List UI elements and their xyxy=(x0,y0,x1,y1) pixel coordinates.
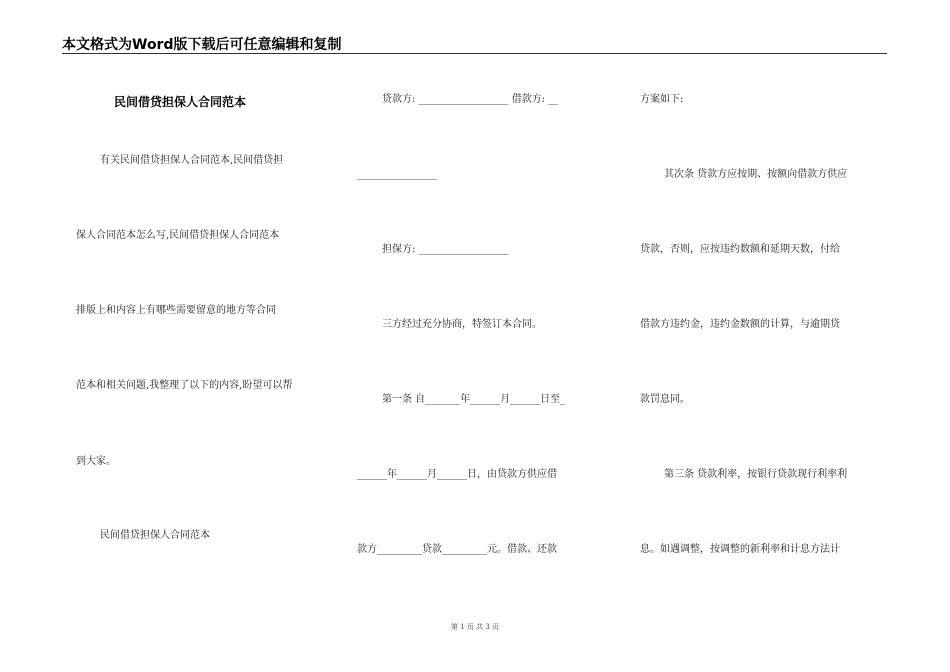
document-title: 民间借贷担保人合同范本 xyxy=(114,95,247,109)
col2-line-3: 担保方: __________________ xyxy=(382,244,509,255)
col3-line-1: 方案如下: xyxy=(640,94,684,105)
col3-line-6: 第三条 贷款利率，按银行贷款现行利率利 xyxy=(664,469,848,480)
col3-line-5: 款罚息同。 xyxy=(640,394,690,405)
col2-line-6: ______年______月______日，由贷款方供应借 xyxy=(357,469,557,480)
col3-line-2: 其次条 贷款方应按期、按额向借款方供应 xyxy=(664,169,848,180)
col1-line-1: 有关民间借贷担保人合同范本,民间借贷担 xyxy=(100,155,284,166)
col3-line-7: 息。如遇调整，按调整的新利率和计息方法计 xyxy=(640,544,840,555)
col1-line-3: 排版上和内容上有哪些需要留意的地方等合同 xyxy=(76,305,276,316)
col3-line-3: 贷款，否则，应按违约数额和延期天数，付给 xyxy=(640,244,840,255)
col1-line-5: 到大家。 xyxy=(76,456,116,467)
col2-line-1: 贷款方: __________________ 借款方: __ xyxy=(382,94,559,105)
col2-line-4: 三方经过充分协商，特签订本合同。 xyxy=(382,319,542,330)
col2-line-7: 款方_________贷款_________元。借款、还款 xyxy=(357,544,557,555)
col3-line-4: 借款方违约金，违约金数额的计算，与逾期贷 xyxy=(640,319,840,330)
col2-line-2: ________________ xyxy=(357,169,437,180)
col1-line-4: 范本和相关问题,我整理了以下的内容,盼望可以帮 xyxy=(76,380,293,391)
col1-line-2: 保人合同范本怎么写,民间借贷担保人合同范本 xyxy=(76,230,280,241)
header-title: 本文格式为Word版下载后可任意编辑和复制 xyxy=(62,37,342,53)
col1-subtitle: 民间借贷担保人合同范本 xyxy=(100,530,210,541)
col2-line-5: 第一条 自_______年______月______日至_ xyxy=(382,394,566,405)
page-number-footer: 第 1 页 共 3 页 xyxy=(450,623,500,631)
header-rule xyxy=(62,53,887,54)
